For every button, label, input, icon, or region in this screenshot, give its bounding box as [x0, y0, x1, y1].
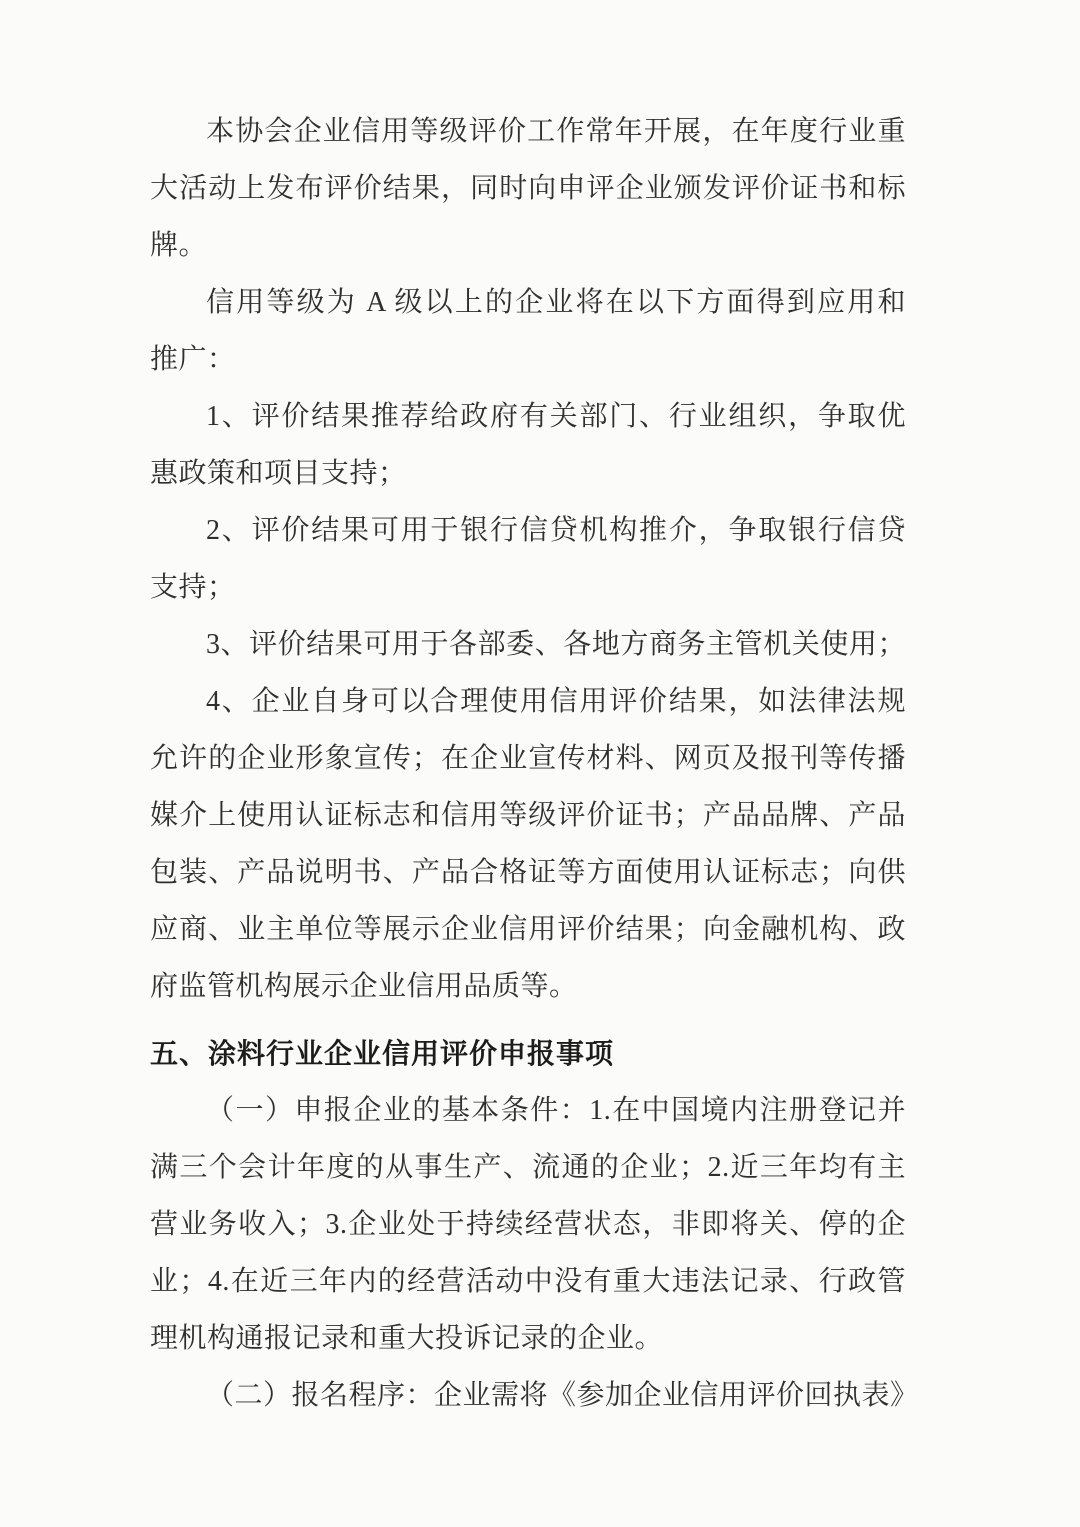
- text-line: 应商、业主单位等展示企业信用评价结果；向金融机构、政: [150, 914, 906, 945]
- text-line: 营业务收入；3.企业处于持续经营状态，非即将关、停的企: [150, 1209, 906, 1240]
- text-line: 包装、产品说明书、产品合格证等方面使用认证标志；向供: [150, 857, 906, 888]
- text-line: 推广：: [150, 344, 236, 375]
- text-line: 2、评价结果可用于银行信贷机构推介，争取银行信贷: [206, 515, 906, 546]
- text-line: 支持；: [150, 572, 236, 603]
- text-line: 惠政策和项目支持；: [150, 458, 407, 489]
- text-line: （一）申报企业的基本条件：1.在中国境内注册登记并: [206, 1095, 906, 1126]
- text-line: 牌。: [150, 230, 208, 261]
- text-line: 3、评价结果可用于各部委、各地方商务主管机关使用；: [206, 629, 906, 660]
- text-line: 4、企业自身可以合理使用信用评价结果，如法律法规: [206, 686, 906, 717]
- text-line: 业；4.在近三年内的经营活动中没有重大违法记录、行政管: [150, 1266, 906, 1297]
- text-line: 信用等级为 A 级以上的企业将在以下方面得到应用和: [206, 287, 906, 318]
- text-line: 1、评价结果推荐给政府有关部门、行业组织，争取优: [206, 401, 906, 432]
- text-line: 大活动上发布评价结果，同时向申评企业颁发评价证书和标: [150, 173, 906, 204]
- text-line: 理机构通报记录和重大投诉记录的企业。: [150, 1323, 664, 1354]
- text-line: 媒介上使用认证标志和信用等级评价证书；产品品牌、产品: [150, 800, 906, 831]
- text-line: 满三个会计年度的从事生产、流通的企业；2.近三年均有主: [150, 1152, 906, 1183]
- text-line: 本协会企业信用等级评价工作常年开展，在年度行业重: [206, 116, 906, 147]
- document-text-block: [150, 103, 919, 1424]
- section-heading: 五、涂料行业企业信用评价申报事项: [150, 1038, 615, 1069]
- text-line: 允许的企业形象宣传；在企业宣传材料、网页及报刊等传播: [150, 743, 906, 774]
- text-line: 府监管机构展示企业信用品质等。: [150, 971, 578, 1002]
- text-line: （二）报名程序：企业需将《参加企业信用评价回执表》: [206, 1380, 919, 1411]
